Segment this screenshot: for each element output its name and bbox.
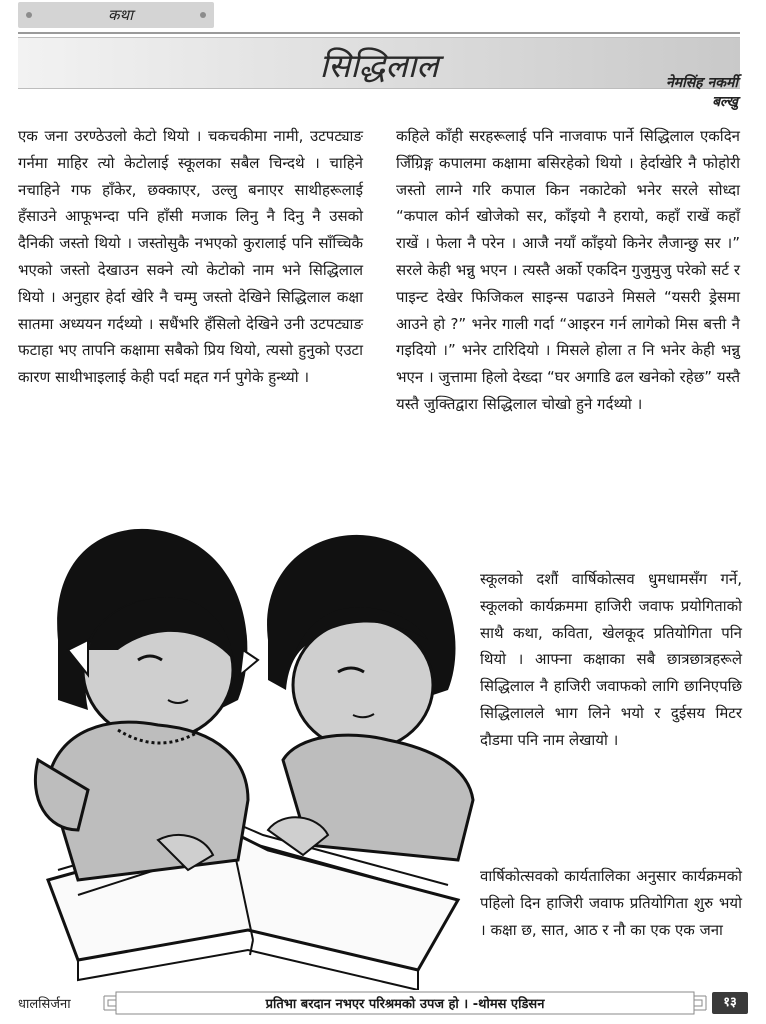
tab-dot-right: [200, 12, 206, 18]
article-title: सिद्धिलाल: [319, 46, 439, 85]
page-number: १३: [712, 992, 748, 1014]
boy-figure: [267, 535, 473, 860]
footer-quote-frame: [102, 990, 708, 1016]
top-rule: [18, 32, 740, 34]
left-column-text: एक जना उरण्ठेउलो केटो थियो । चकचकीमा नामी, उटपट्याङ गर्नमा माहिर त्यो केटोलाई स्कूलका सबैल चिन्दथे । चाहिने नचाहिने गफ हाँकेर, छक्काएर, उल्लु बनाएर साथीहरूलाई हँसाउने आफूभन्दा पनि हाँसी मजाक लिनु नै दिनु नै उसको दैनिकी जस्तो थियो । जस्तोसुकै नभएको कुरालाई पनि साँच्चिकै भएको जस्तो देखाउन सक्ने त्यो केटोको नाम भने सिद्धिलाल थियो । अनुहार हेर्दा खेरि नै चम्मु जस्तो देखिने सिद्धिलाल कक्षा सातमा अध्ययन गर्दथ्यो । सधैंभरि हँसिलो देखिने उनी उटपट्याङ फटाहा भए तापनि कक्षामा सबैको प्रिय थियो, त्यसो हुनुको एउटा कारण साथीभाइलाई केही पर्दा मद्दत गर्न पुगेके हुन्थ्यो ।: [18, 127, 363, 387]
girl-figure: [35, 529, 258, 880]
author-place: बल्खु: [712, 94, 738, 110]
footer-quote: प्रतिभा बरदान नभएर परिश्रमको उपज हो । -थोमस एडिसन: [265, 997, 545, 1012]
section-label: कथा: [108, 6, 133, 24]
magazine-name: धालसिर्जना: [18, 997, 71, 1012]
author-block: [666, 74, 738, 112]
title-bar: [18, 37, 740, 89]
section-tab: [18, 2, 214, 28]
right-column-paragraph-1: कहिले काँही सरहरूलाई पनि नाजवाफ पार्ने सिद्धिलाल एकदिन जिँग्रिङ्ग कपालमा कक्षामा बसिरहेको थियो । हेर्दाखेरि नै फोहोरी जस्तो लाग्ने गरि कपाल किन नकाटेको भनेर सरले सोध्दा “कपाल कोर्न खोजेको सर, काँइयो नै हरायो, कहाँ राखें कहाँ राखें । फेला नै परेन । आजै नयाँ काँइयो किनेर लैजान्छु सर ।” सरले केही भन्नु भएन । त्यस्तै अर्को एकदिन गुजुमुजु परेको सर्ट र पाइन्ट देखेर फिजिकल साइन्स पढाउने मिसले “यसरी ड्रेसमा आउने हो ?” भनेर गाली गर्दा “आइरन गर्न लागेको मिस बत्ती नै गइदियो ।” भनेर टारिदियो । मिसले होला त नि भनेर केही भन्नु भएन । जुत्तामा हिलो देख्दा “घर अगाडि ढल खनेको रहेछ” यस्तै यस्तै जुक्तिद्वारा सिद्धिलाल चोखो हुने गर्दथ्यो ।: [396, 127, 740, 413]
children-reading-illustration: [18, 500, 476, 990]
tab-dot-left: [26, 12, 32, 18]
author-name: नेमसिंह नकर्मी: [665, 75, 738, 91]
right-column-paragraph-3: वार्षिकोत्सवको कार्यतालिका अनुसार कार्यक्रमको पहिलो दिन हाजिरी जवाफ प्रतियोगिता शुरु भयो । कक्षा छ, सात, आठ र नौ का एक एक जना: [480, 867, 742, 939]
right-column-paragraph-2: स्कूलको दशौं वार्षिकोत्सव धुमधामसँग गर्ने, स्कूलको कार्यक्रममा हाजिरी जवाफ प्रयोगिताको साथै कथा, कविता, खेलकूद प्रतियोगिता पनि थियो । आफ्ना कक्षाका सबै छात्रछात्रहरूले सिद्धिलाल नै हाजिरी जवाफको लागि छानिएपछि सिद्धिलालले भाग लिने भयो र दुईसय मिटर दौडमा पनि नाम लेखायो ।: [480, 570, 742, 749]
